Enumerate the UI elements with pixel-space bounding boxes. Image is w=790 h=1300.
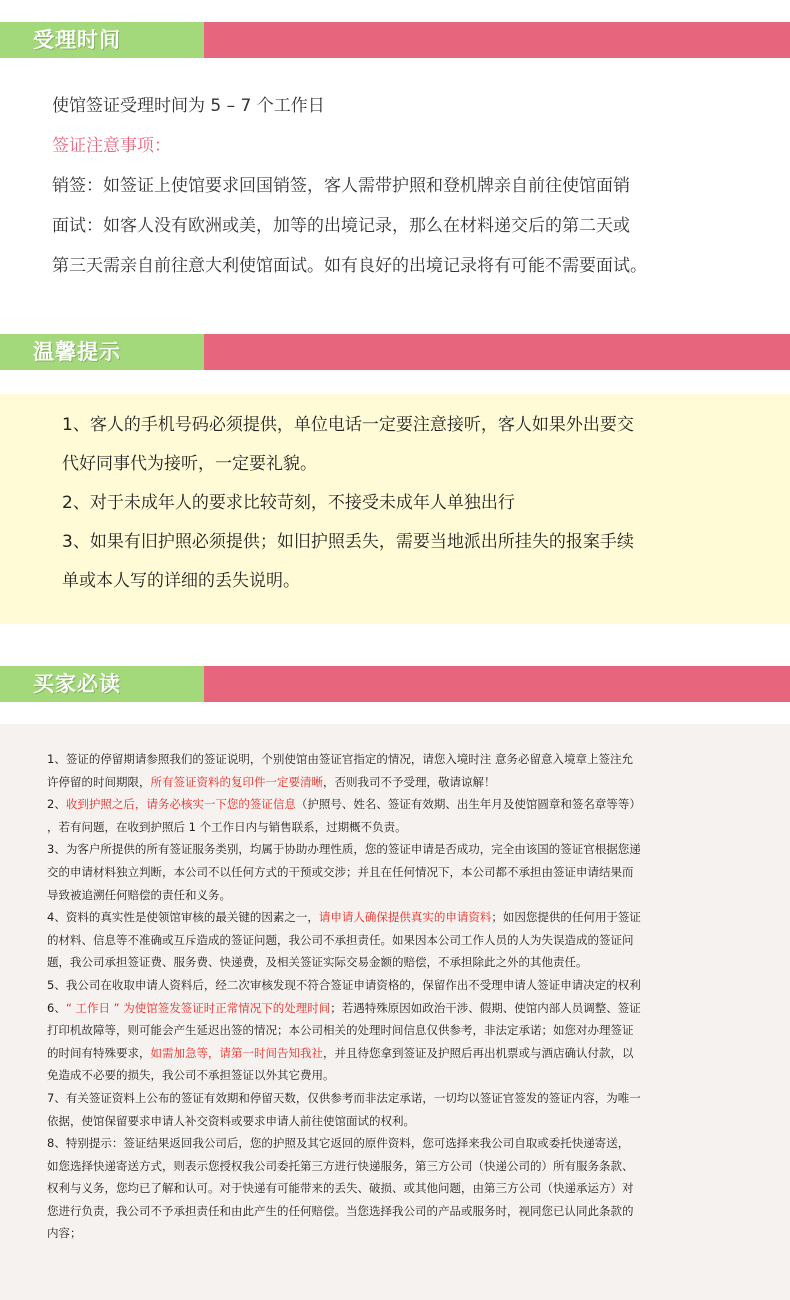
buyer-notice-panel [0, 724, 790, 1300]
header-pink-block [204, 334, 790, 370]
notice-line: 您进行负责，我公司不予承担责任和由此产生的任何赔偿。当您选择我公司的产品或服务时，视同您已认同此条款的 [47, 1203, 634, 1218]
notice-text: ；若遇特殊原因如政治干涉、假期、使馆内部人员调整、签证 [330, 1000, 641, 1015]
notice-line: ，若有问题，在收到护照后 1 个工作日内与销售联系，过期概不负责。 [47, 819, 407, 834]
notice-highlight: 请申请人确保提供真实的申请资料 [318, 910, 492, 925]
notice-line: 8、特别提示：签证结果返回我公司后，您的护照及其它返回的原件资料，您可选择来我公司自取或委托快递寄送， [47, 1136, 630, 1151]
notice-line: 的材料、信息等不准确或互斥造成的签证问题，我公司不承担责任。如果因本公司工作人员的人为失误造成的签证问 [47, 932, 634, 947]
notice-text: ，否则我司不予受理，敬请谅解！ [323, 774, 496, 789]
interview-note-line: 面试：如客人没有欧洲或美，加等的出境记录，那么在材料递交后的第二天或 [52, 216, 630, 236]
section-title: 受理时间 [33, 28, 121, 52]
visa-notes-heading: 签证注意事项： [52, 136, 171, 156]
interview-note-line: 第三天需亲自前往意大利使馆面试。如有良好的出境记录将有可能不需要面试。 [52, 256, 647, 276]
notice-line [47, 793, 737, 816]
notice-text: 许停留的时间期限， [47, 774, 151, 789]
section-header-tips [0, 334, 790, 370]
tip-line: 1、客人的手机号码必须提供，单位电话一定要注意接听，客人如果外出要交 [62, 415, 634, 435]
notice-line: 5、我公司在收取申请人资料后，经二次审核发现不符合签证申请资格的，保留作出不受理申请人签证申请决定的权利 [47, 977, 641, 992]
notice-text: （护照号、姓名、签证有效期、出生年月及使馆圆章和签名章等等） [295, 797, 641, 812]
notice-line: 免造成不必要的损失，我公司不承担签证以外其它费用。 [47, 1068, 335, 1083]
section-title: 买家必读 [33, 672, 121, 696]
section-header-buyer-notice [0, 666, 790, 702]
acceptance-time-line: 使馆签证受理时间为 5 – 7 个工作日 [52, 96, 325, 116]
notice-text: 6、 [47, 1000, 66, 1015]
notice-highlight: 所有签证资料的复印件一定要清晰 [150, 774, 323, 789]
tips-panel [0, 394, 790, 624]
notice-highlight: 收到护照之后，请务必核实一下您的签证信息 [65, 797, 296, 812]
tip-line: 2、对于未成年人的要求比较苛刻，不接受未成年人单独出行 [62, 493, 515, 513]
notice-text: 4、资料的真实性是使领馆审核的最关键的因素之一， [47, 910, 319, 925]
tip-line: 单或本人写的详细的丢失说明。 [62, 571, 300, 591]
notice-highlight: 如需加急等，请第一时间告知我社 [150, 1045, 323, 1060]
notice-text: 的时间有特殊要求， [47, 1045, 151, 1060]
notice-line: 3、为客户所提供的所有签证服务类别，均属于协助办理性质，您的签证申请是否成功，完全由该国的签证官根据您递 [47, 842, 641, 857]
tip-line: 3、如果有旧护照必须提供；如旧护照丢失，需要当地派出所挂失的报案手续 [62, 532, 634, 552]
notice-line: 依据，使馆保留要求申请人补交资料或要求申请人前往使馆面试的权利。 [47, 1113, 415, 1128]
notice-text: 2、 [47, 797, 66, 812]
notice-line: 打印机故障等，则可能会产生延迟出签的情况；本公司相关的处理时间信息仅供参考，非法定承诺；如您对办理签证 [47, 1023, 634, 1038]
header-pink-block [204, 666, 790, 702]
tip-line: 代好同事代为接听，一定要礼貌。 [62, 454, 317, 474]
section-title: 温馨提示 [33, 340, 121, 364]
header-pink-block [204, 22, 790, 58]
notice-line: 交的申请材料独立判断，本公司不以任何方式的干预或交涉；并且在任何情况下，本公司都不承担由签证申请结果而 [47, 864, 634, 879]
notice-highlight: “ 工作日 ” 为使馆签发签证时正常情况下的处理时间 [65, 1000, 331, 1015]
notice-line [47, 771, 737, 794]
notice-line: 1、签证的停留期请参照我们的签证说明，个别使馆由签证官指定的情况，请您入境时注 意务必留意入境章上签注允 [47, 752, 633, 766]
notice-line: 题，我公司承担签证费、服务费、快递费，及相关签证实际交易金额的赔偿，不承担除此之外的其他责任。 [47, 955, 588, 970]
section-header-acceptance-time [0, 22, 790, 58]
notice-line: 7、有关签证资料上公布的签证有效期和停留天数，仅供参考而非法定承诺，一切均以签证官签发的签证内容，为唯一 [47, 1090, 641, 1105]
acceptance-time-content [52, 86, 772, 286]
notice-text: ，并且待您拿到签证及护照后再出机票或与酒店确认付款，以 [323, 1045, 634, 1060]
cancellation-note: 销签：如签证上使馆要求回国销签，客人需带护照和登机牌亲自前往使馆面销 [52, 176, 630, 196]
notice-text: ；如因您提供的任何用于签证 [491, 910, 641, 925]
notice-line [47, 1042, 737, 1065]
notice-line: 如您选择快递寄送方式，则表示您授权我公司委托第三方进行快递服务，第三方公司（快递公司的）所有服务条款、 [47, 1158, 634, 1173]
notice-line: 导致被追溯任何赔偿的责任和义务。 [47, 887, 231, 902]
notice-line: 权利与义务，您均已了解和认可。对于快递有可能带来的丢失、破损、或其他问题，由第三方公司（快递承运方）对 [47, 1181, 634, 1196]
notice-line: 内容； [47, 1226, 82, 1241]
notice-line [47, 906, 737, 929]
notice-line [47, 997, 737, 1020]
